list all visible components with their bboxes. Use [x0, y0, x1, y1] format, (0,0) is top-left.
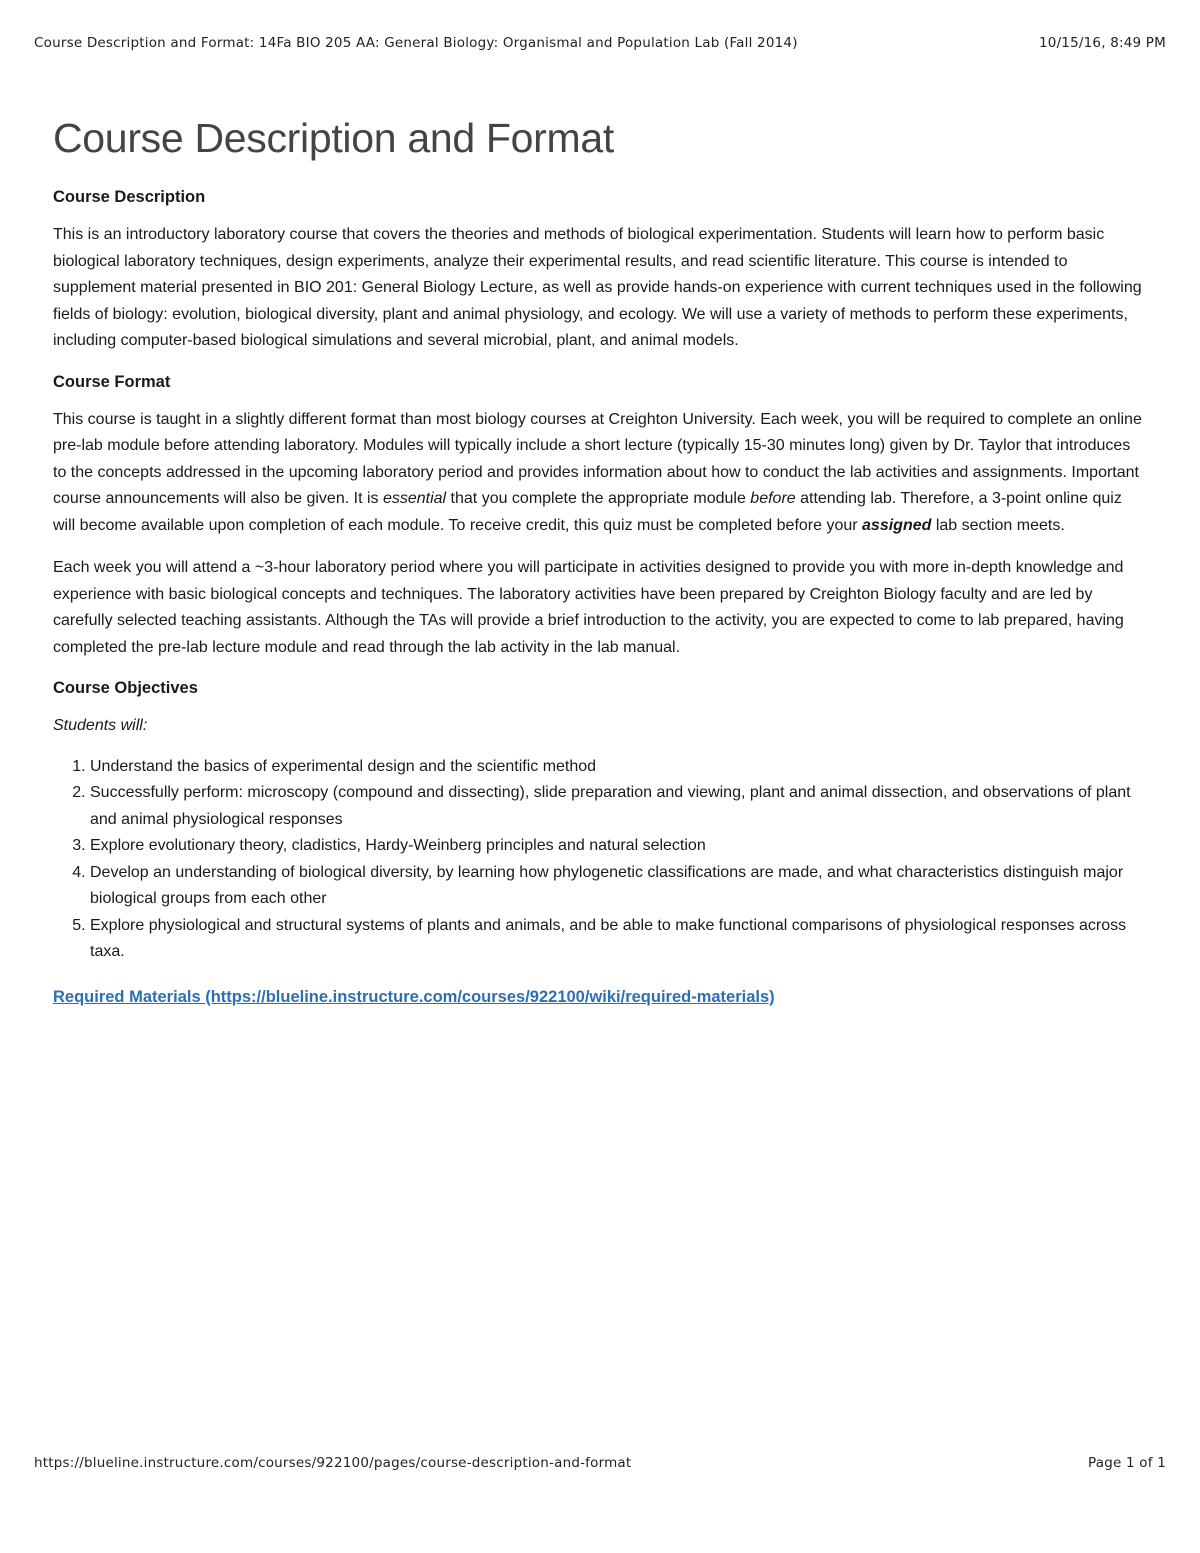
course-description-text: This is an introductory laboratory course that covers the theories and methods of biological experimentation. Students will learn how to perform basic biological laboratory techniques, design experiments, analyze their experimental results, and read scientific literature. This course is intended to supplement material presented in BIO 201: General Biology Lecture, as well as provide hands-on experience with current techniques used in the following fields of biology: evolution, biological diversity, plant and animal physiology, and ecology. We will use a variety of methods to perform these experiments, including computer-based biological simulations and several microbial, plant, and animal models. [53, 226, 1142, 349]
emphasis-before: before [750, 490, 796, 507]
objectives-intro [53, 713, 1147, 740]
print-header [34, 35, 1166, 51]
list-item: 1. Understand the basics of experimental design and the scientific method [90, 754, 1147, 781]
list-item: 3. Explore evolutionary theory, cladistics, Hardy-Weinberg principles and natural selection [90, 833, 1147, 860]
required-materials-link[interactable] [53, 988, 775, 1006]
print-footer [34, 1455, 1166, 1471]
course-format-paragraph-1 [53, 407, 1147, 540]
emphasis-assigned-text: assigned [862, 516, 932, 534]
emphasis-essential: essential [382, 490, 447, 507]
text-run: that you complete the appropriate module [446, 490, 751, 507]
objectives-intro-text: Students will: [53, 717, 148, 734]
course-format-heading: Course Format [53, 372, 171, 391]
list-item: 2. Successfully perform: microscopy (compound and dissecting), slide preparation and viewing, plant and animal dissection, and observations of plant and animal physiological responses [90, 780, 1147, 833]
list-item: 5. Explore physiological and structural systems of plants and animals, and be able to make functional comparisons of physiological responses across taxa. [90, 913, 1147, 966]
print-header-datetime: 10/15/16, 8:49 PM [1038, 35, 1166, 51]
objectives-list [53, 754, 1147, 966]
print-header-title: Course Description and Format: 14Fa BIO 205 AA: General Biology: Organismal and Population Lab (Fall 2014) [34, 35, 798, 51]
print-footer-url: https://blueline.instructure.com/courses/922100/pages/course-description-and-format [34, 1455, 632, 1471]
text-run: lab section meets. [931, 516, 1065, 534]
course-format-paragraph-2: Each week you will attend a ~3-hour laboratory period where you will participate in activities designed to provide you with more in-depth knowledge and experience with basic biological concepts and techniques. The laboratory activities have been prepared by Creighton Biology faculty and are led by carefully selected teaching assistants. Although the TAs will provide a brief introduction to the activity, you are expected to come to lab prepared, having completed the pre-lab lecture module and read through the lab activity in the lab manual. [53, 559, 1124, 656]
text-run: This course is taught in a slightly different format than most biology courses at Creighton University. Each week, you will be required to complete an online pre-lab module before attending laboratory. Modules will typically include a short lecture (typically 15-30 minutes long) given by Dr. Taylor that introduces to the concepts addressed in the upcoming laboratory period and provides information about how to conduct the lab activities and assignments. Important course announcements will also be given. It is [53, 410, 1142, 507]
text-run: attending lab. Therefore, a 3-point online quiz will become available upon completion of each module. To receive credit, this quiz must be completed before your [53, 490, 1122, 534]
link-url[interactable]: (https://blueline.instructure.com/courses/922100/wiki/required-materials) [205, 987, 775, 1006]
page-content [53, 112, 1147, 1027]
required-materials-paragraph [53, 984, 1147, 1012]
emphasis-assigned [862, 517, 931, 534]
course-description-heading: Course Description [53, 188, 206, 206]
page-title: Course Description and Format [53, 115, 614, 161]
list-item: 4. Develop an understanding of biological diversity, by learning how phylogenetic classifications are made, and what characteristics distinguish major biological groups from each other [90, 860, 1147, 913]
print-footer-page: Page 1 of 1 [1088, 1455, 1166, 1471]
course-objectives-heading: Course Objectives [53, 679, 198, 697]
link-label[interactable]: Required Materials [53, 987, 201, 1006]
